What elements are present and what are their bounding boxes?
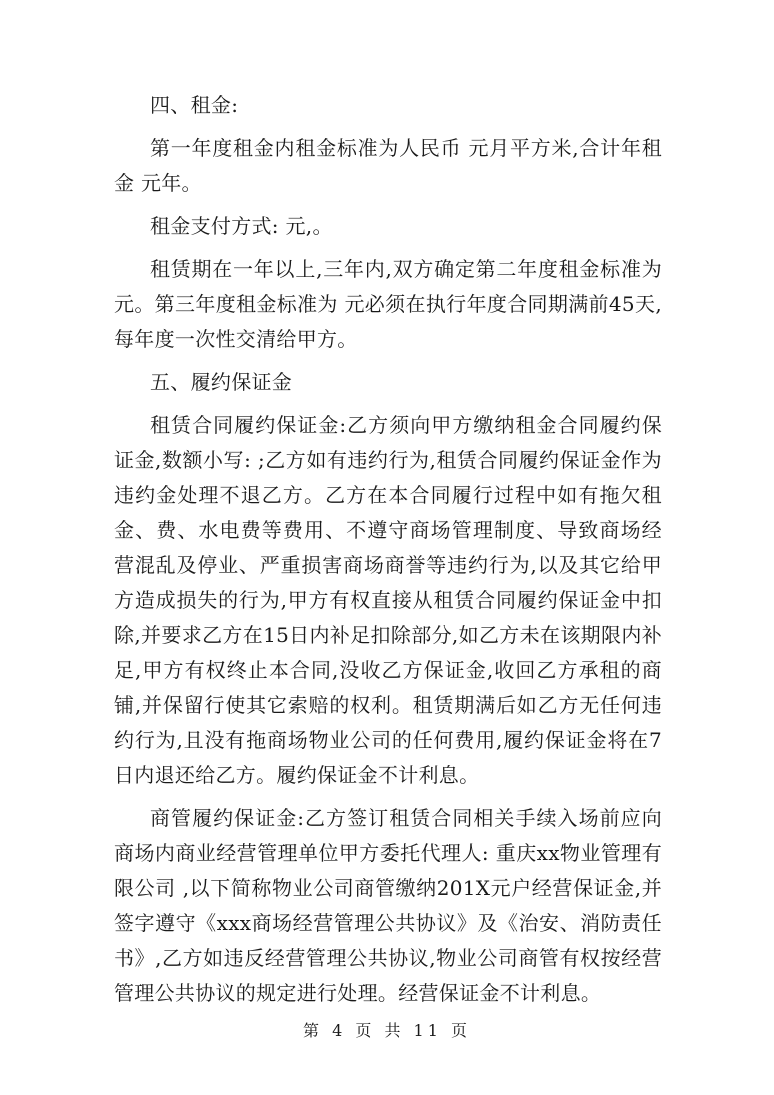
paragraph-lease-deposit: 租赁合同履约保证金:乙方须向甲方缴纳租金合同履约保证金,数额小写: ;乙方如有违约行为,租赁合同履约保证金作为违约金处理不退乙方。乙方在本合同履行过程中如有拖欠租金、费、水电费等费用、不遵守商场管理制度、导致商场经营混乱及停业、严重损害商场商誉等违约行为,以及其它给甲方造成损失的行为,甲方有权直接从租赁合同履约保证金中扣除,并要求乙方在15日内补足扣除部分,如乙方未在该期限内补足,甲方有权终止本合同,没收乙方保证金,收回乙方承租的商铺,并保留行使其它索赔的权利。租赁期满后如乙方无任何违约行为,且没有拖商场物业公司的任何费用,履约保证金将在7日内退还给乙方。履约保证金不计利息。: [114, 413, 662, 787]
paragraph-management-deposit: 商管履约保证金:乙方签订租赁合同相关手续入场前应向商场内商业经营管理单位甲方委托代理人: 重庆xx物业管理有限公司 ,以下简称物业公司商管缴纳201X元户经营保证金,并签字遵守《xxx商场经营管理公共协议》及《治安、消防责任书》,乙方如违反经营管理公共协议,物业公司商管有权按经营管理公共协议的规定进行处理。经营保证金不计利息。: [114, 806, 662, 1005]
document-body: [114, 88, 662, 1019]
paragraph-payment-method: 租金支付方式: 元,。: [150, 214, 333, 238]
section-heading-rent: 四、租金:: [150, 93, 239, 117]
section-heading-deposit: 五、履约保证金: [150, 370, 293, 394]
paragraph-first-year-rent: 第一年度租金内租金标准为人民币 元月平方米,合计年租金 元年。: [114, 136, 662, 195]
paragraph-rent-later-years: 租赁期在一年以上,三年内,双方确定第二年度租金标准为 元。第三年度租金标准为 元必须在执行年度合同期满前45天,每年度一次性交清给甲方。: [114, 257, 662, 351]
page-number-footer: 第 4 页 共 11 页: [303, 1021, 471, 1040]
